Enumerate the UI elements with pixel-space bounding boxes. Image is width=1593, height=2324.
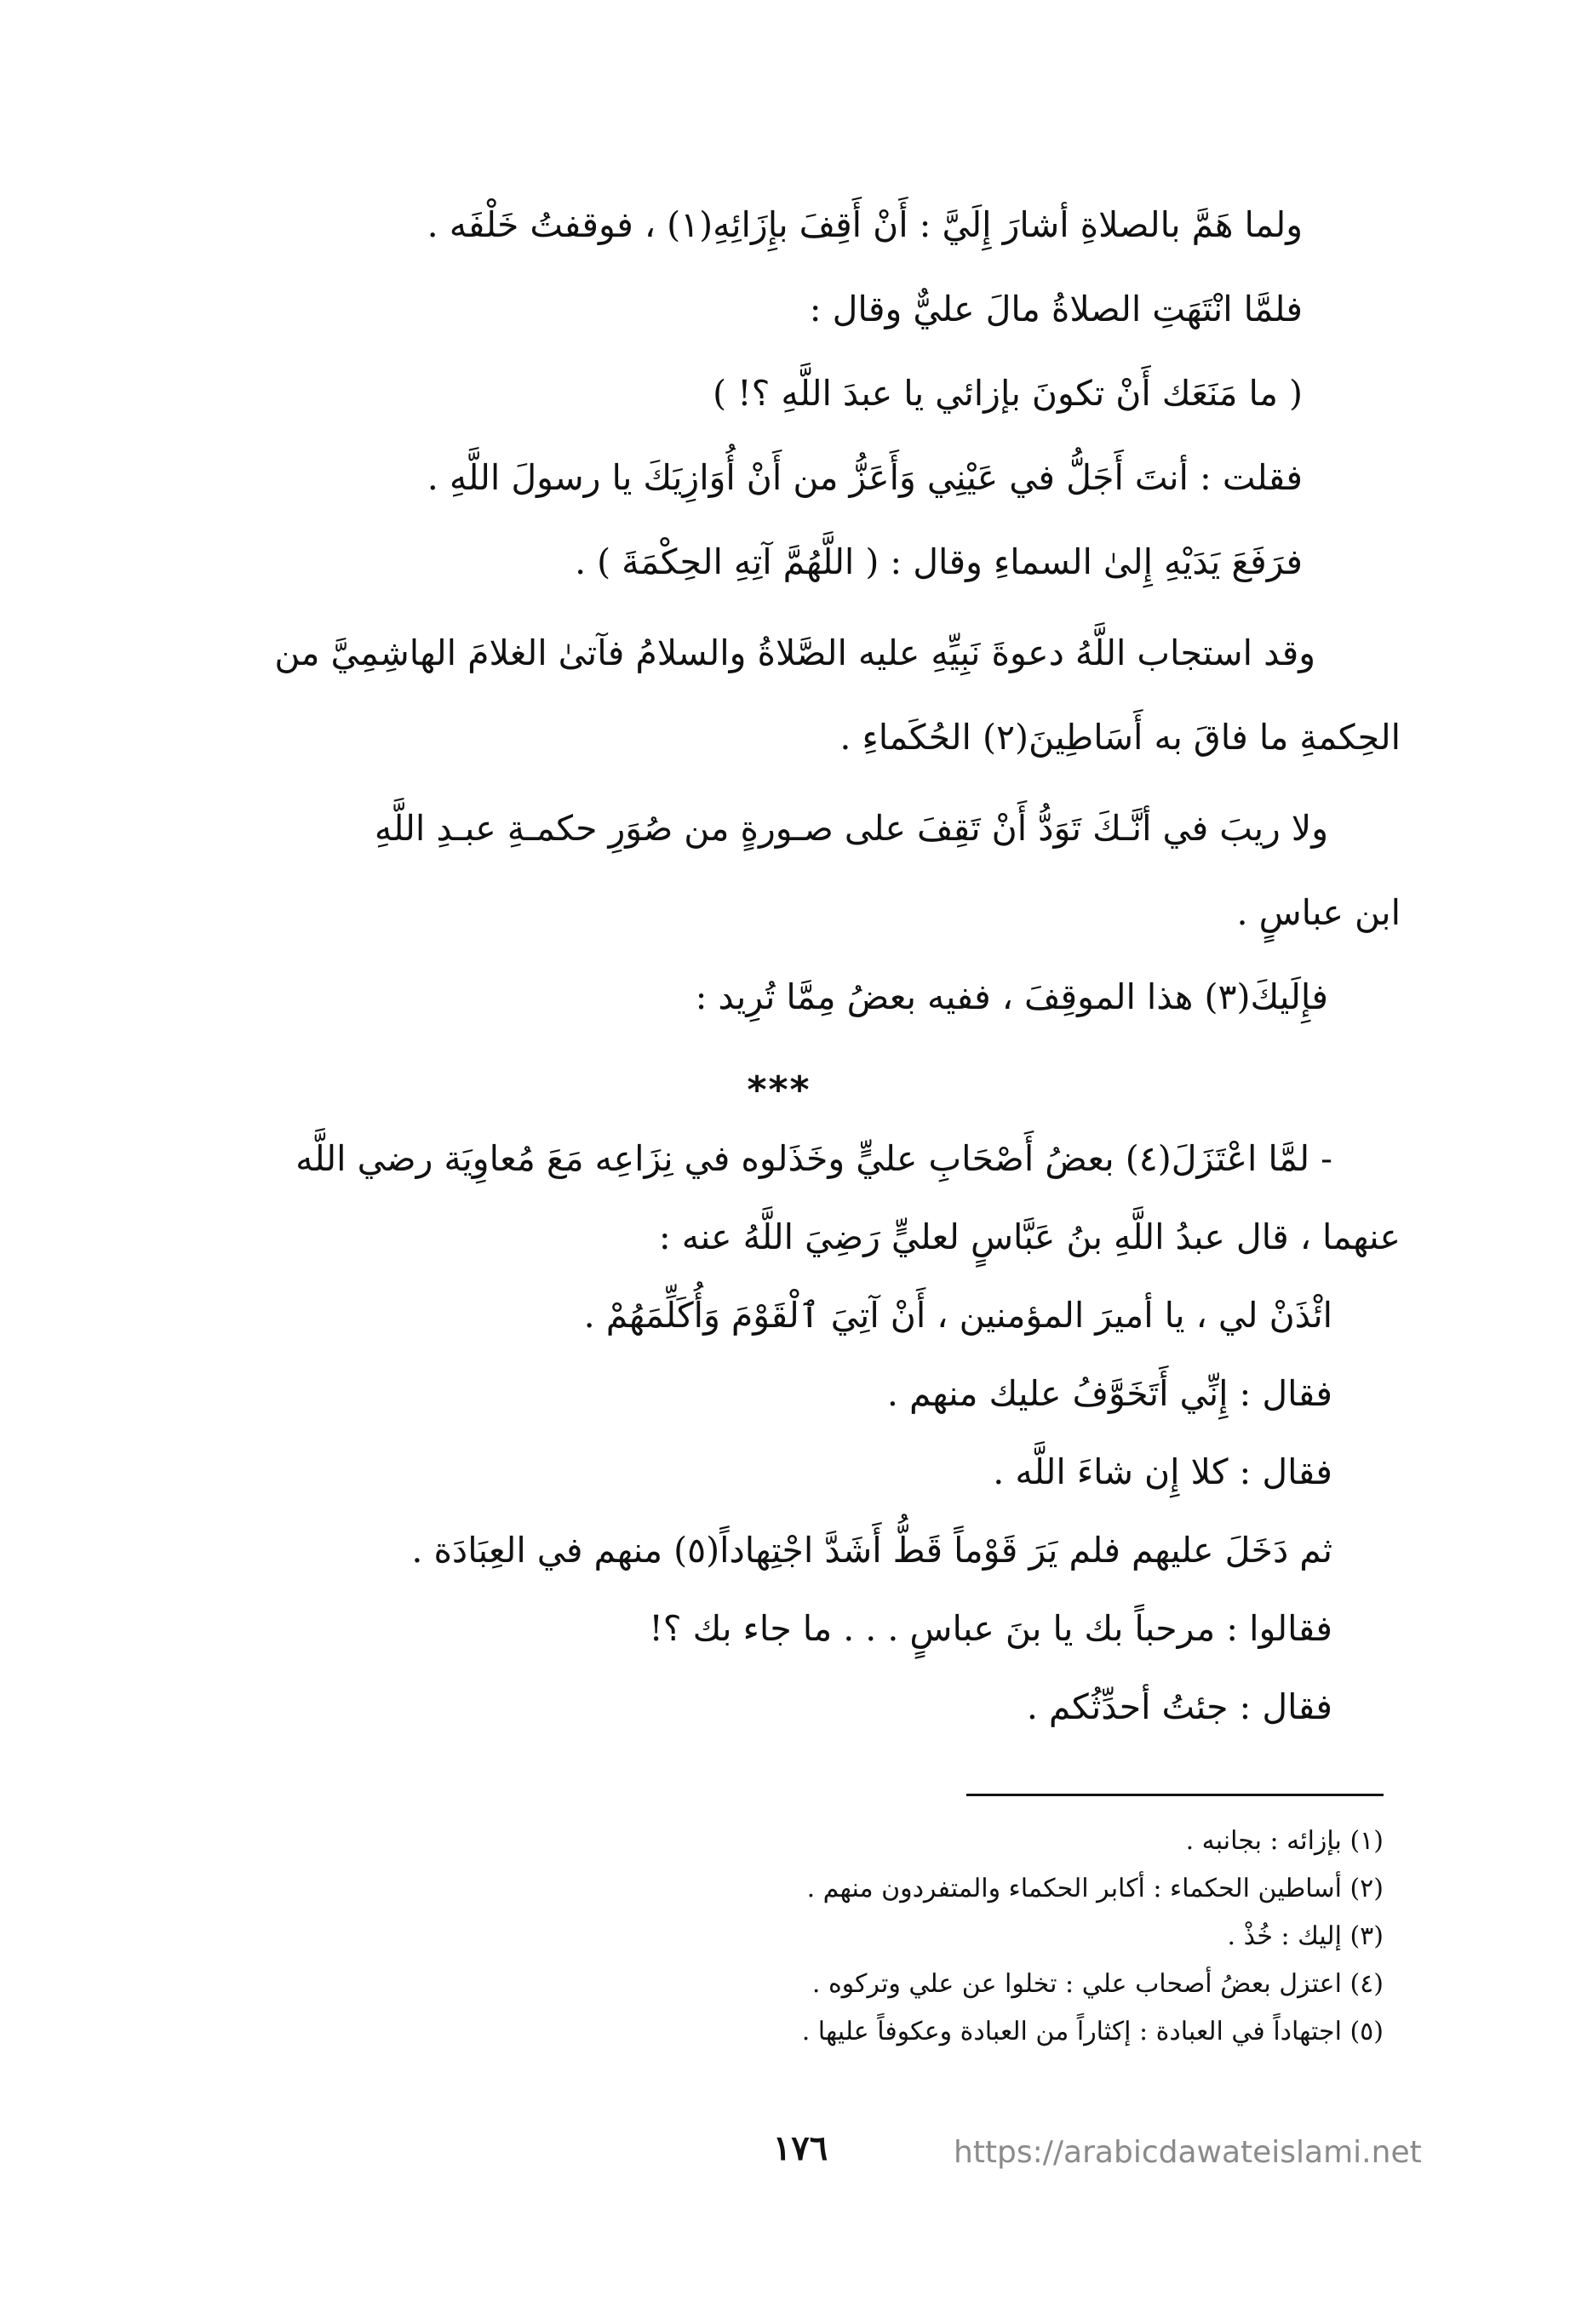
text-line: وقد استجاب اللَّهُ دعوةَ نَبِيِّهِ عليه الصَّلاةُ والسلامُ فآتىٰ الغلامَ الهاشِمِيَّ من: [274, 633, 1315, 673]
text-line: ولا ريبَ في أنَّـكَ تَوَدُّ أَنْ تَقِفَ على صـورةٍ من صُوَرِ حكمـةِ عبـدِ اللَّهِ: [374, 808, 1328, 849]
text-line: ( ما مَنَعَك أَنْ تكونَ بإزائي يا عبدَ اللَّهِ ؟! ): [713, 373, 1303, 414]
text-line: فرَفَعَ يَدَيْهِ إِلىٰ السماءِ وقال : ( اللَّهُمَّ آتِهِ الحِكْمَةَ ) .: [575, 541, 1303, 582]
text-line: - لمَّا اعْتَزَلَ(٤) بعضُ أَصْحَابِ عليٍّ وخَذَلوه في نِزَاعِه مَعَ مُعاوِيَة رضي اللَّه: [295, 1138, 1332, 1179]
text-line: الحِكمةِ ما فاقَ به أَسَاطِينَ(٢) الحُكَماءِ .: [839, 717, 1401, 758]
footnote-item: (٣) إليك : خُذْ .: [1227, 1921, 1384, 1951]
watermark-url: https://arabicdawateislami.net: [954, 2135, 1422, 2170]
footnote-item: (٢) أساطين الحكماء : أكابر الحكماء والمتفردون منهم .: [806, 1874, 1384, 1903]
text-line: فقال : كلا إِن شاءَ اللَّه .: [993, 1451, 1332, 1492]
text-line: ثم دَخَلَ عليهم فلم يَرَ قَوْماً قَطُّ أَشَدَّ اجْتِهاداً(٥) منهم في العِبَادَة .: [411, 1530, 1332, 1571]
text-line: ولما هَمَّ بالصلاةِ أشارَ إِلَيَّ : أَنْ أَقِفَ بإِزَائِهِ(١) ، فوقفتُ خَلْفَه .: [427, 204, 1303, 245]
footnote-item: (٥) اجتهاداً في العبادة : إكثاراً من العبادة وعكوفاً عليها .: [801, 2017, 1384, 2046]
text-line: ابن عباسٍ .: [1236, 892, 1401, 933]
section-separator: ***: [747, 1068, 811, 1112]
text-line: عنهما ، قال عبدُ اللَّهِ بنُ عَبَّاسٍ لعليٍّ رَضِيَ اللَّهُ عنه :: [658, 1216, 1401, 1257]
page-number: ١٧٦: [772, 2128, 828, 2168]
story-text-block: [158, 1119, 1401, 1746]
footnote-item: (١) بإزائه : بجانبه .: [1185, 1826, 1384, 1856]
text-line: فإِلَيكَ(٣) هذا الموقِفَ ، ففيه بعضُ مِمَّا تُرِيد :: [695, 976, 1328, 1017]
text-line: فلمَّا انْتَهَتِ الصلاةُ مالَ عليٌّ وقال :: [809, 289, 1303, 329]
main-text-block: [158, 183, 1401, 1039]
text-line: ائْذَنْ لي ، يا أميرَ المؤمنين ، أَنْ آتِيَ ٱلْقَوْمَ وَأُكَلِّمَهُمْ .: [583, 1295, 1332, 1336]
footnote-item: (٤) اعتزل بعضُ أصحاب علي : تخلوا عن علي وتركوه .: [811, 1969, 1384, 1999]
text-line: فقالوا : مرحباً بك يا بنَ عباسٍ . . . ما جاء بك ؟!: [649, 1608, 1332, 1649]
text-line: فقال : جئتُ أحدِّثُكم .: [1026, 1686, 1332, 1727]
footnote-divider: [966, 1794, 1384, 1796]
text-line: فقلت : أنتَ أَجَلُّ في عَيْنِي وَأَعَزُّ من أَنْ أُوَازِيَكَ يا رسولَ اللَّهِ .: [427, 457, 1303, 498]
footnotes: [596, 1817, 1384, 2056]
text-line: فقال : إِنِّي أَتَخَوَّفُ عليك منهم .: [886, 1373, 1332, 1414]
